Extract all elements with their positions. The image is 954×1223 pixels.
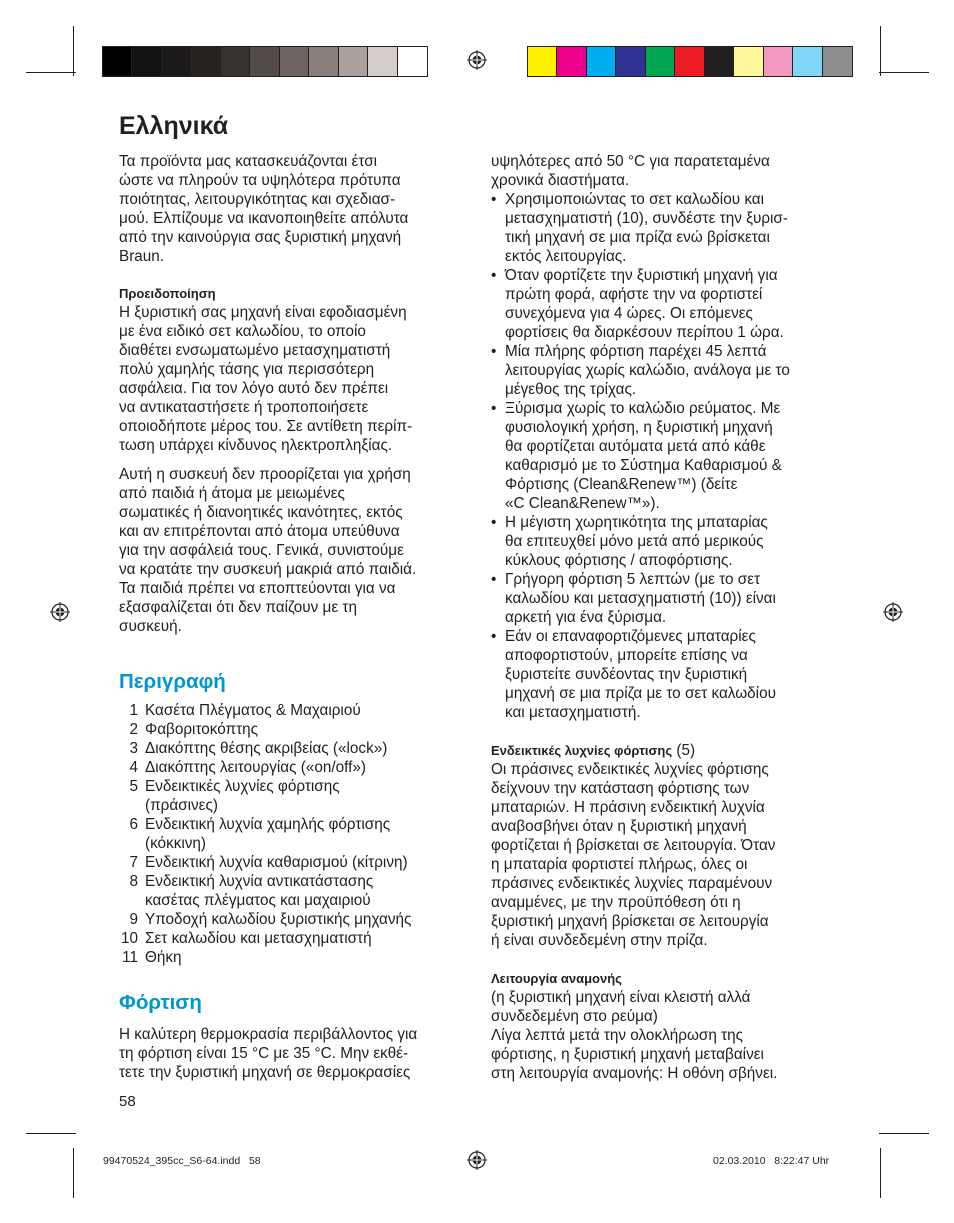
list-item: [108, 739, 464, 758]
text-line: και αν επιτρέπονται από άτομα υπεύθυνα: [119, 523, 400, 540]
text-line: με ένα ειδικό σετ καλωδίου, το οποίο: [119, 323, 366, 340]
parts-list: [108, 701, 464, 967]
grey-swatch: [221, 47, 250, 76]
grey-swatch: [103, 47, 132, 76]
text-line: από παιδιά ή άτομα με μειωμένες: [119, 485, 345, 502]
text-line: (η ξυριστική μηχανή είναι κλειστή αλλά: [491, 989, 751, 1006]
indicators-heading-text: Ενδεικτικές λυχνίες φόρτισης: [491, 743, 673, 758]
text-line: μέγεθος της τρίχας.: [505, 381, 637, 398]
text-line: μετασχηματιστή (10), συνδέστε την ξυρισ-: [505, 210, 788, 227]
text-line: να κρατάτε την συσκευή μακριά από παιδιά.: [119, 561, 417, 578]
text-line: ποιότητας, λειτουργικότητας και σχεδιασ-: [119, 191, 396, 208]
text-line: καθαρισμό με το Σύστημα Καθαρισμού &: [505, 457, 782, 474]
text-line: υψηλότερες από 50 °C για παρατεταμένα: [491, 153, 770, 170]
text-line: Όταν φορτίζετε την ξυριστική μηχανή για: [505, 267, 778, 284]
item-label: [138, 758, 366, 777]
bullet-item: [491, 342, 841, 399]
text-line: τική μηχανή σε μια πρίζα ενώ βρίσκεται: [505, 229, 770, 246]
text-line: τετε την ξυριστική μηχανή σε θερμοκρασίες: [119, 1064, 411, 1081]
bullet-icon: •: [491, 191, 497, 208]
list-item: [108, 910, 464, 929]
text-line: μού. Ελπίζουμε να ικανοποιηθείτε απόλυτα: [119, 210, 409, 227]
text-line: Τα παιδιά πρέπει να εποπτεύονται για να: [119, 580, 396, 597]
text-line: Αυτή η συσκευή δεν προορίζεται για χρήση: [119, 466, 411, 483]
item-label: [138, 853, 408, 872]
registration-mark-icon: [467, 50, 487, 70]
list-item: [108, 815, 464, 853]
text-line: σωματικές ή διανοητικές ικανότητες, εκτός: [119, 504, 403, 521]
crop-mark: [73, 1148, 74, 1198]
bullet-item: [491, 570, 841, 627]
item-number: 10: [120, 930, 138, 947]
bullet-icon: •: [491, 343, 497, 360]
text-line: ώστε να πληρούν τα υψηλότερα πρότυπα: [119, 172, 401, 189]
item-label: [138, 872, 373, 910]
item-label: [138, 701, 361, 720]
text-line: Διακόπτης θέσης ακριβείας («lock»): [145, 740, 388, 757]
bullet-icon: •: [491, 514, 497, 531]
color-swatch: [587, 47, 616, 76]
text-line: Η μέγιστη χωρητικότητα της μπαταρίας: [505, 514, 768, 531]
text-line: εκτός λειτουργίας.: [505, 248, 627, 265]
text-line: Εάν οι επαναφορτιζόμενες μπαταρίες: [505, 628, 756, 645]
color-swatch: [764, 47, 793, 76]
text-line: Λίγα λεπτά μετά την ολοκλήρωση της: [491, 1027, 744, 1044]
item-number: 2: [129, 721, 138, 738]
text-line: «C Clean&Renew™»).: [505, 495, 660, 512]
text-line: Η καλύτερη θερμοκρασία περιβάλλοντος για: [119, 1026, 418, 1043]
left-column: [119, 152, 464, 1082]
crop-mark: [26, 72, 76, 73]
item-number: 1: [129, 702, 138, 719]
text-line: (κόκκινη): [145, 835, 207, 852]
text-line: φορτίζεται ή βρίσκεται σε λειτουργία. Όταν: [491, 837, 776, 854]
grey-swatch: [309, 47, 338, 76]
text-line: Braun.: [119, 248, 165, 265]
list-item: [108, 853, 464, 872]
registration-mark-icon: [467, 1150, 487, 1170]
crop-mark: [879, 72, 929, 73]
color-swatch: [823, 47, 852, 76]
item-label: [138, 910, 411, 929]
text-line: τη φόρτιση είναι 15 °C με 35 °C. Μην εκθέ-: [119, 1045, 409, 1062]
grey-swatch: [162, 47, 191, 76]
text-line: συνδεδεμένη στο ρεύμα): [491, 1008, 658, 1025]
color-swatch: [528, 47, 557, 76]
item-label: [138, 929, 372, 948]
bullet-icon: •: [491, 571, 497, 588]
text-line: για την ασφάλειά τους. Γενικά, συνιστούμε: [119, 542, 404, 559]
crop-mark: [26, 1133, 76, 1134]
text-line: ή είναι συνδεδεμένη στην πρίζα.: [491, 932, 708, 949]
text-line: κύκλους φόρτισης / αποφόρτισης.: [505, 552, 733, 569]
crop-mark: [880, 26, 881, 76]
text-line: Ενδεικτική λυχνία καθαρισμού (κίτρινη): [145, 854, 408, 871]
text-line: Η ξυριστική σας μηχανή είναι εφοδιασμένη: [119, 304, 407, 321]
text-line: στη λειτουργία αναμονής: Η οθόνη σβήνει.: [491, 1065, 778, 1082]
standby-heading: Λειτουργία αναμονής: [491, 971, 622, 986]
grey-swatch: [398, 47, 427, 76]
item-label: [138, 815, 390, 853]
text-line: ξυριστείτε συνδέοντας την ξυριστική: [505, 666, 748, 683]
text-line: φόρτισης, η ξυριστική μηχανή μεταβαίνει: [491, 1046, 764, 1063]
description-heading: Περιγραφή: [119, 670, 226, 693]
bullet-item: [491, 627, 841, 722]
text-line: Χρησιμοποιώντας το σετ καλωδίου και: [505, 191, 765, 208]
text-line: Σετ καλωδίου και μετασχηματιστή: [145, 930, 372, 947]
text-line: Γρήγορη φόρτιση 5 λεπτών (με το σετ: [505, 571, 761, 588]
indicators-paragraph: [491, 760, 841, 950]
footer-file-info: 99470524_395cc_S6-64.indd 58: [103, 1155, 261, 1167]
text-line: ξυριστική μηχανή βρίσκεται σε λειτουργία: [491, 913, 769, 930]
color-swatch: [557, 47, 586, 76]
item-number: 3: [129, 740, 138, 757]
list-item: [108, 701, 464, 720]
grey-swatch: [280, 47, 309, 76]
intro-paragraph: [119, 152, 464, 266]
bullet-item: [491, 513, 841, 570]
bullet-item: [491, 266, 841, 342]
bullet-icon: •: [491, 400, 497, 417]
warning-heading: Προειδοποίηση: [119, 286, 216, 301]
text-line: Τα προϊόντα μας κατασκευάζονται έτσι: [119, 153, 378, 170]
charging-paragraph: [119, 1025, 464, 1082]
page-title: Ελληνικά: [119, 112, 229, 140]
warning-paragraph: [119, 303, 464, 455]
right-intro-paragraph: [491, 152, 841, 190]
text-line: δείχνουν την κατάσταση φόρτισης των: [491, 780, 750, 797]
text-line: καλωδίου και μετασχηματιστή (10)) είναι: [505, 590, 776, 607]
registration-mark-icon: [883, 602, 903, 622]
item-label: [138, 739, 387, 758]
grey-color-bar: [102, 46, 428, 77]
text-line: εξασφαλίζεται ότι δεν παίζουν με τη: [119, 599, 357, 616]
text-line: να αντικαταστήσετε ή τροποποιήσετε: [119, 399, 369, 416]
list-item: [108, 720, 464, 739]
color-swatch: [793, 47, 822, 76]
list-item: [108, 758, 464, 777]
text-line: Ενδεικτικές λυχνίες φόρτισης: [145, 778, 340, 795]
text-line: συσκευή.: [119, 618, 182, 635]
color-swatch: [734, 47, 763, 76]
list-item: [108, 929, 464, 948]
charging-heading: Φόρτιση: [119, 991, 202, 1014]
color-swatch: [616, 47, 645, 76]
text-line: κασέτας πλέγματος και μαχαιριού: [145, 892, 371, 909]
list-item: [108, 872, 464, 910]
item-number: 7: [129, 854, 138, 871]
text-line: αναμμένες, με την προϋπόθεση ότι η: [491, 894, 741, 911]
item-number: 5: [129, 778, 138, 795]
registration-mark-icon: [50, 602, 70, 622]
item-label: [138, 777, 340, 815]
item-number: 6: [129, 816, 138, 833]
text-line: Ενδεικτική λυχνία αντικατάστασης: [145, 873, 374, 890]
text-line: τωση υπάρχει κίνδυνος ηλεκτροπληξίας.: [119, 437, 393, 454]
cmyk-color-bar: [527, 46, 853, 77]
text-line: συνεχόμενα για 4 ώρες. Οι επόμενες: [505, 305, 753, 322]
text-line: φυσιολογική χρήση, η ξυριστική μηχανή: [505, 419, 773, 436]
text-line: Διακόπτης λειτουργίας («on/off»): [145, 759, 366, 776]
text-line: πράσινες ενδεικτικές λυχνίες παραμένουν: [491, 875, 773, 892]
page-number: 58: [119, 1093, 136, 1110]
bullet-icon: •: [491, 628, 497, 645]
bullet-item: [491, 190, 841, 266]
indicators-heading-ref: (5): [672, 742, 696, 759]
item-label: [138, 948, 182, 967]
grey-swatch: [191, 47, 220, 76]
text-line: πολύ χαμηλής τάσης για περισσότερη: [119, 361, 375, 378]
color-swatch: [675, 47, 704, 76]
text-line: φορτίσεις θα διαρκέσουν περίπου 1 ώρα.: [505, 324, 784, 341]
list-item: [108, 948, 464, 967]
text-line: θα επιτευχθεί μόνο μετά από μερικούς: [505, 533, 764, 550]
grey-swatch: [250, 47, 279, 76]
color-swatch: [646, 47, 675, 76]
text-line: αποφορτιστούν, μπορείτε επίσης να: [505, 647, 748, 664]
color-swatch: [705, 47, 734, 76]
text-line: χρονικά διαστήματα.: [491, 172, 630, 189]
crop-mark: [879, 1133, 929, 1134]
text-line: οποιοδήποτε μέρος του. Σε αντίθετη περίπ-: [119, 418, 413, 435]
item-number: 9: [129, 911, 138, 928]
crop-mark: [73, 26, 74, 76]
grey-swatch: [339, 47, 368, 76]
text-line: μπαταριών. Η πράσινη ενδεικτική λυχνία: [491, 799, 765, 816]
right-column: [491, 152, 841, 1083]
charging-bullet-list: [491, 190, 841, 722]
text-line: διαθέτει ενσωματωμένο μετασχηματιστή: [119, 342, 391, 359]
text-line: λειτουργίας χωρίς καλώδιο, ανάλογα με το: [505, 362, 790, 379]
indicators-heading: [491, 741, 841, 760]
text-line: αναβοσβήνει όταν η ξυριστική μηχανή: [491, 818, 747, 835]
grey-swatch: [368, 47, 397, 76]
item-number: 4: [129, 759, 138, 776]
bullet-icon: •: [491, 267, 497, 284]
text-line: πρώτη φορά, αφήστε την να φορτιστεί: [505, 286, 763, 303]
crop-mark: [880, 1148, 881, 1198]
item-number: 11: [122, 949, 138, 966]
text-line: και μετασχηματιστή.: [505, 704, 641, 721]
text-line: (πράσινες): [145, 797, 218, 814]
bullet-item: [491, 399, 841, 513]
list-item: [108, 777, 464, 815]
text-line: Κασέτα Πλέγματος & Μαχαιριού: [145, 702, 361, 719]
footer-timestamp: 02.03.2010 8:22:47 Uhr: [713, 1155, 830, 1167]
text-line: Ξύρισμα χωρίς το καλώδιο ρεύματος. Με: [505, 400, 781, 417]
text-line: Οι πράσινες ενδεικτικές λυχνίες φόρτισης: [491, 761, 769, 778]
text-line: από την καινούργια σας ξυριστική μηχανή: [119, 229, 402, 246]
standby-paragraph: [491, 988, 841, 1083]
text-line: Φαβοριτοκόπτης: [145, 721, 259, 738]
text-line: μηχανή σε μια πρίζα με το σετ καλωδίου: [505, 685, 776, 702]
text-line: Μία πλήρης φόρτιση παρέχει 45 λεπτά: [505, 343, 767, 360]
text-line: Θήκη: [145, 949, 182, 966]
item-number: 8: [129, 873, 138, 890]
children-paragraph: [119, 465, 464, 636]
item-label: [138, 720, 258, 739]
text-line: Ενδεικτική λυχνία χαμηλής φόρτισης: [145, 816, 391, 833]
text-line: η μπαταρία φορτιστεί πλήρως, όλες οι: [491, 856, 748, 873]
grey-swatch: [132, 47, 161, 76]
text-line: Υποδοχή καλωδίου ξυριστικής μηχανής: [145, 911, 412, 928]
text-line: θα φορτίζεται αυτόματα μετά από κάθε: [505, 438, 766, 455]
text-line: Φόρτισης (Clean&Renew™) (δείτε: [505, 476, 738, 493]
text-line: ασφάλεια. Για τον λόγο αυτό δεν πρέπει: [119, 380, 389, 397]
text-line: αρκετή για ένα ξύρισμα.: [505, 609, 667, 626]
